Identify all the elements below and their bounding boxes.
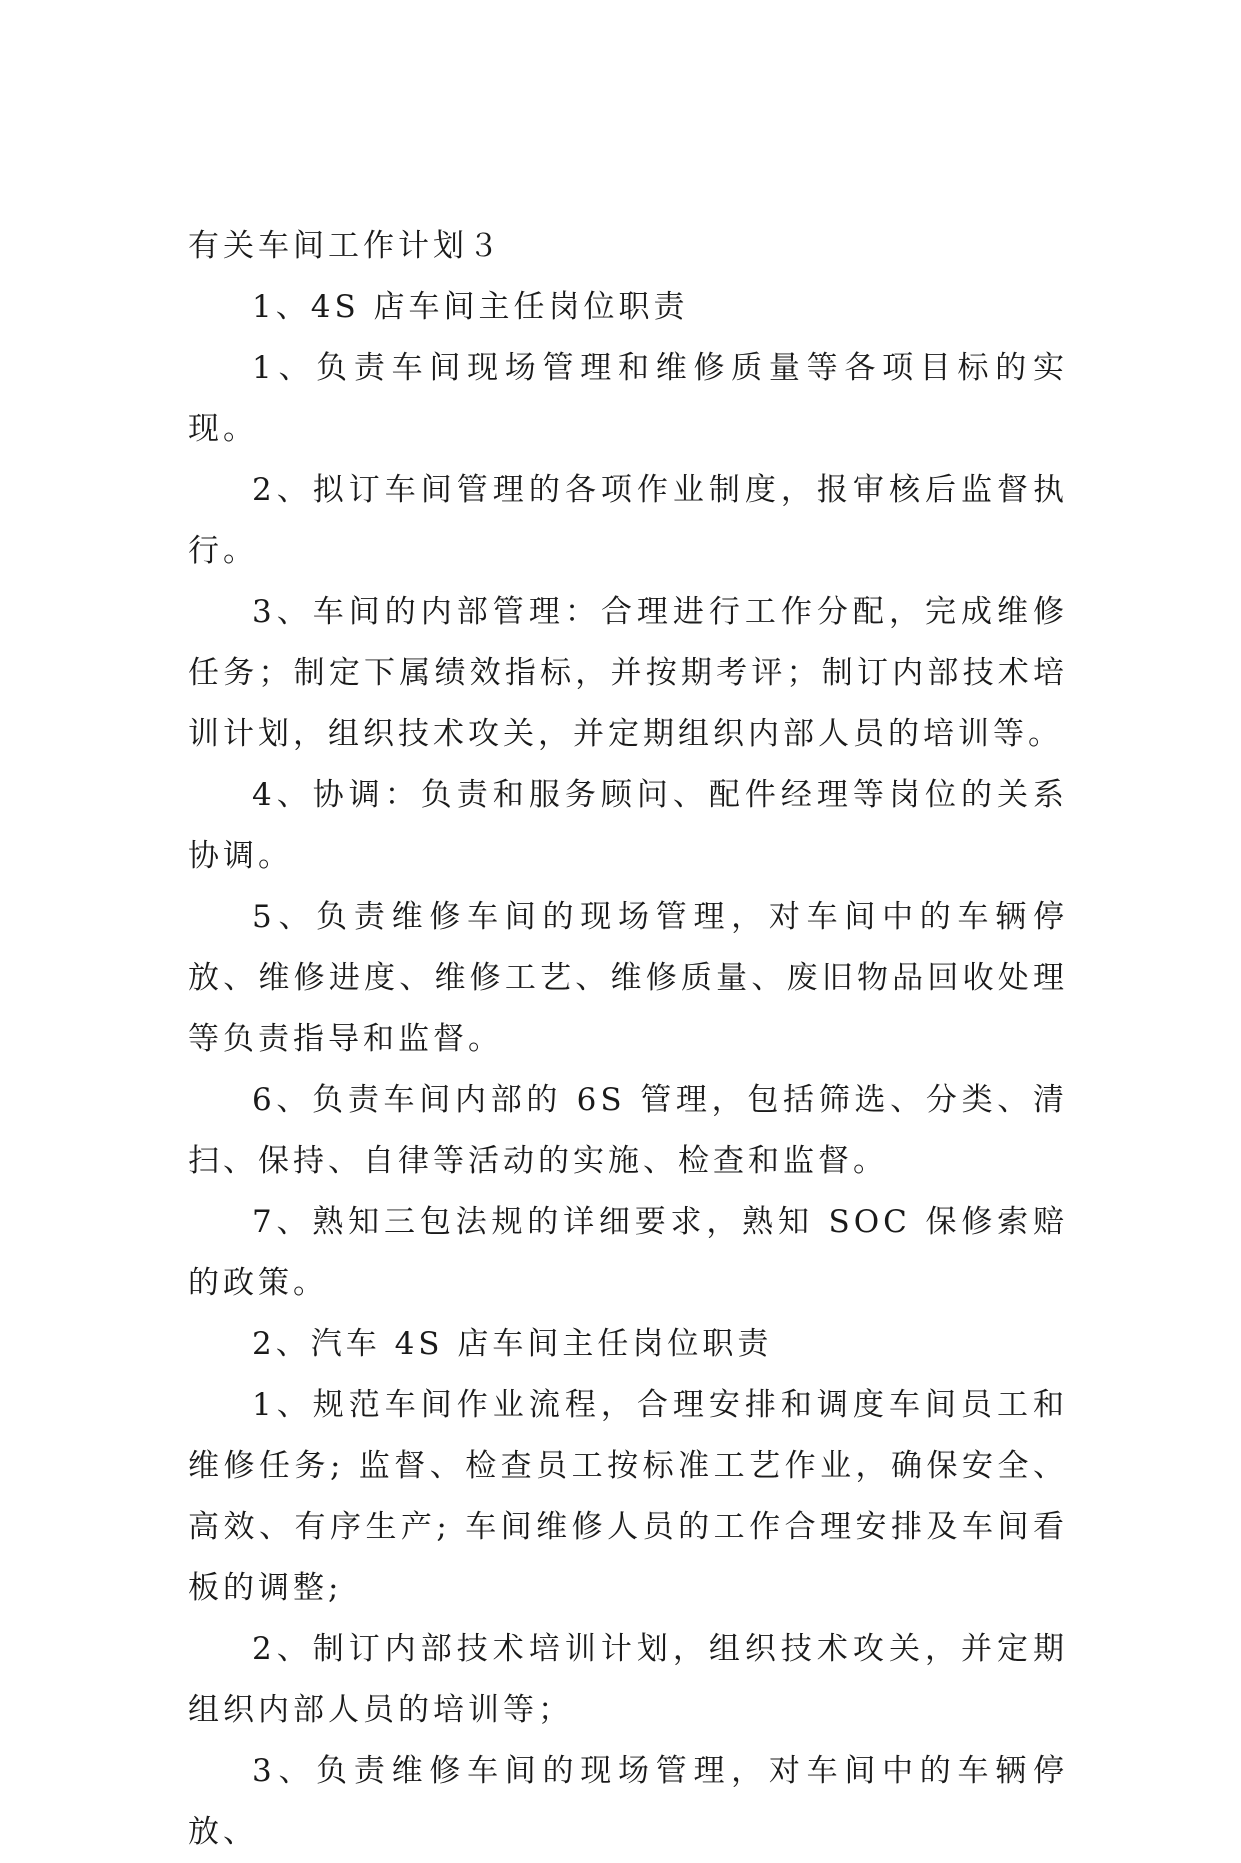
section-heading-2: 2、汽车 4S 店车间主任岗位职责 (252, 1326, 773, 1362)
paragraph-10: 3、负责维修车间的现场管理，对车间中的车辆停放、 (188, 1753, 1068, 1850)
paragraph-4: 4、协调：负责和服务顾问、配件经理等岗位的关系协调。 (188, 777, 1068, 874)
paragraph-5: 5、负责维修车间的现场管理，对车间中的车辆停放、维修进度、维修工艺、维修质量、废旧物品回收处理等负责指导和监督。 (188, 899, 1068, 1057)
paragraph-6: 6、负责车间内部的 6S 管理，包括筛选、分类、清扫、保持、自律等活动的实施、检查和监督。 (188, 1082, 1068, 1179)
paragraph-2: 2、拟订车间管理的各项作业制度，报审核后监督执行。 (188, 472, 1068, 569)
document-title: 有关车间工作计划３ (188, 228, 503, 264)
paragraph-7: 7、熟知三包法规的详细要求，熟知 SOC 保修索赔的政策。 (188, 1204, 1068, 1301)
document-body (188, 216, 1068, 1863)
paragraph-8: 1、规范车间作业流程，合理安排和调度车间员工和维修任务; 监督、检查员工按标准工艺作业，确保安全、高效、有序生产; 车间维修人员的工作合理安排及车间看板的调整; (188, 1387, 1068, 1606)
section-heading-1: 1、4S 店车间主任岗位职责 (252, 289, 689, 325)
paragraph-1: 1、负责车间现场管理和维修质量等各项目标的实现。 (188, 350, 1068, 447)
paragraph-3: 3、车间的内部管理：合理进行工作分配，完成维修任务；制定下属绩效指标，并按期考评；制订内部技术培训计划，组织技术攻关，并定期组织内部人员的培训等。 (188, 594, 1068, 752)
paragraph-9: 2、制订内部技术培训计划，组织技术攻关，并定期组织内部人员的培训等； (188, 1631, 1068, 1728)
